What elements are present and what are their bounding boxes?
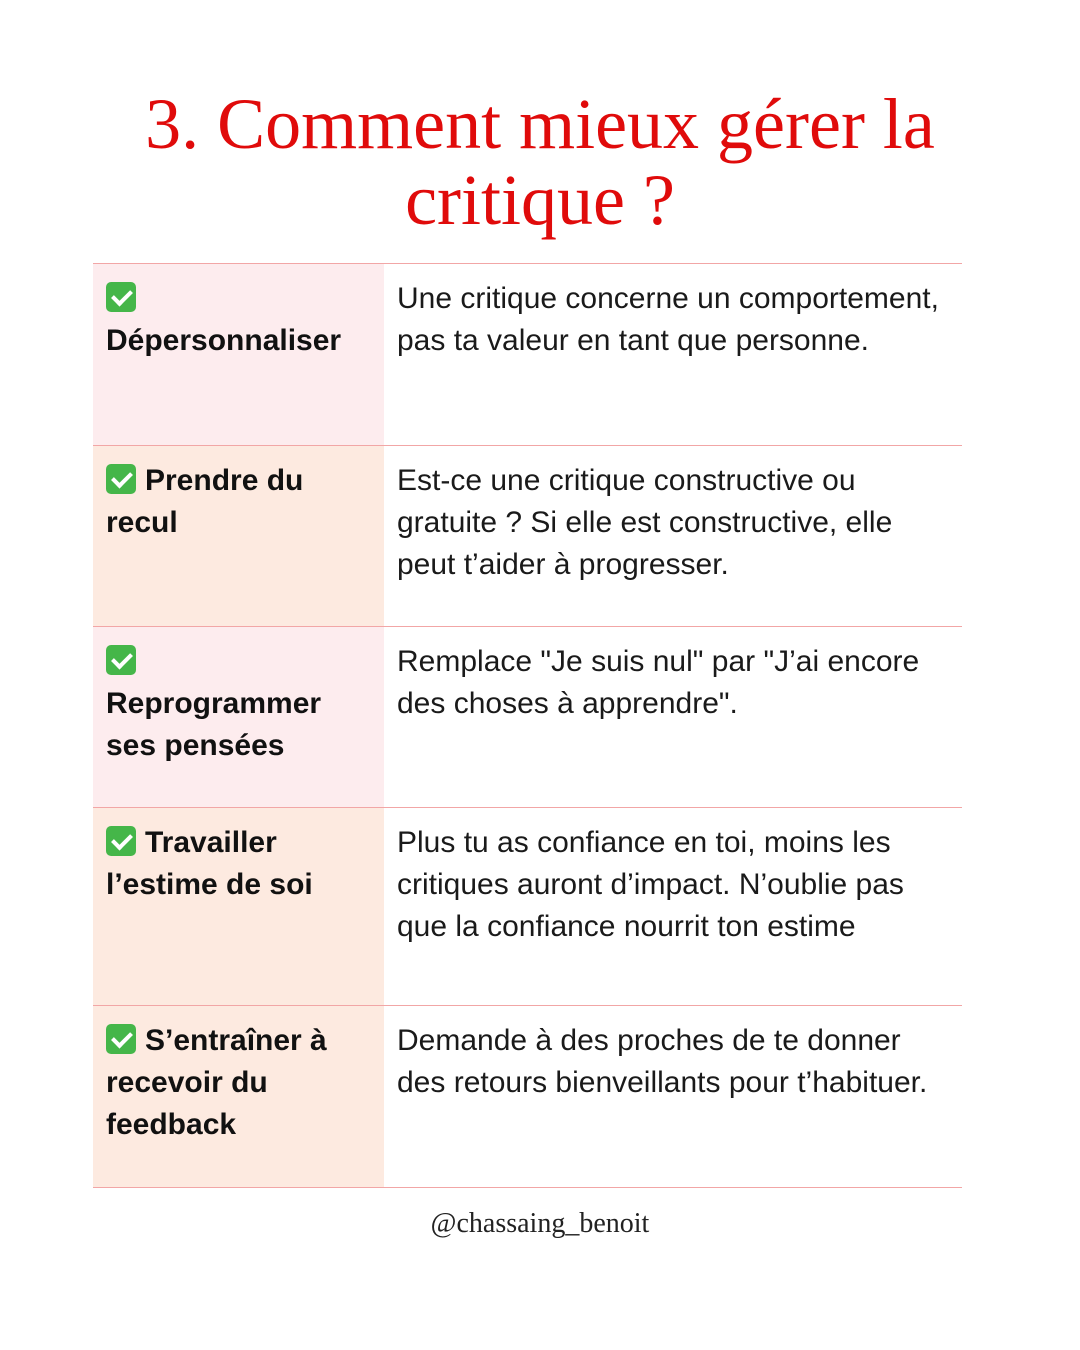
check-mark-icon: [106, 1024, 136, 1054]
table-row: [93, 446, 962, 627]
tip-label: Reprogrammer ses pensées: [106, 687, 322, 762]
check-mark-icon: [106, 826, 136, 856]
tip-description: Plus tu as confiance en toi, moins les critiques auront d’impact. N’oublie pas que la confiance nourrit ton estime: [384, 808, 962, 1005]
table-row: [93, 1006, 962, 1188]
tip-description: Une critique concerne un comportement, pas ta valeur en tant que personne.: [384, 264, 962, 445]
tip-label-cell: [93, 627, 384, 807]
tip-label-cell: [93, 264, 384, 445]
check-mark-icon: [106, 464, 136, 494]
table-row: [93, 264, 962, 446]
tip-description: Demande à des proches de te donner des retours bienveillants pour t’habituer.: [384, 1006, 962, 1187]
tip-label-cell: [93, 446, 384, 626]
check-mark-icon: [106, 645, 136, 675]
tip-label: Dépersonnaliser: [106, 324, 342, 357]
tip-description: Remplace "Je suis nul" par "J’ai encore des choses à apprendre".: [384, 627, 962, 807]
tip-label: S’entraîner à recevoir du feedback: [106, 1024, 327, 1141]
table-row: [93, 808, 962, 1006]
page-title: 3. Comment mieux gérer la critique ?: [145, 84, 935, 240]
tips-table: [93, 263, 962, 1188]
tip-description: Est-ce une critique constructive ou gratuite ? Si elle est constructive, elle peut t’aider à progresser.: [384, 446, 962, 626]
tip-label-cell: [93, 1006, 384, 1187]
tip-label: Prendre du recul: [106, 464, 304, 539]
table-row: [93, 627, 962, 808]
tip-label: Travailler l’estime de soi: [106, 826, 313, 901]
check-mark-icon: [106, 282, 136, 312]
author-handle: @chassaing_benoit: [430, 1208, 650, 1239]
tip-label-cell: [93, 808, 384, 1005]
